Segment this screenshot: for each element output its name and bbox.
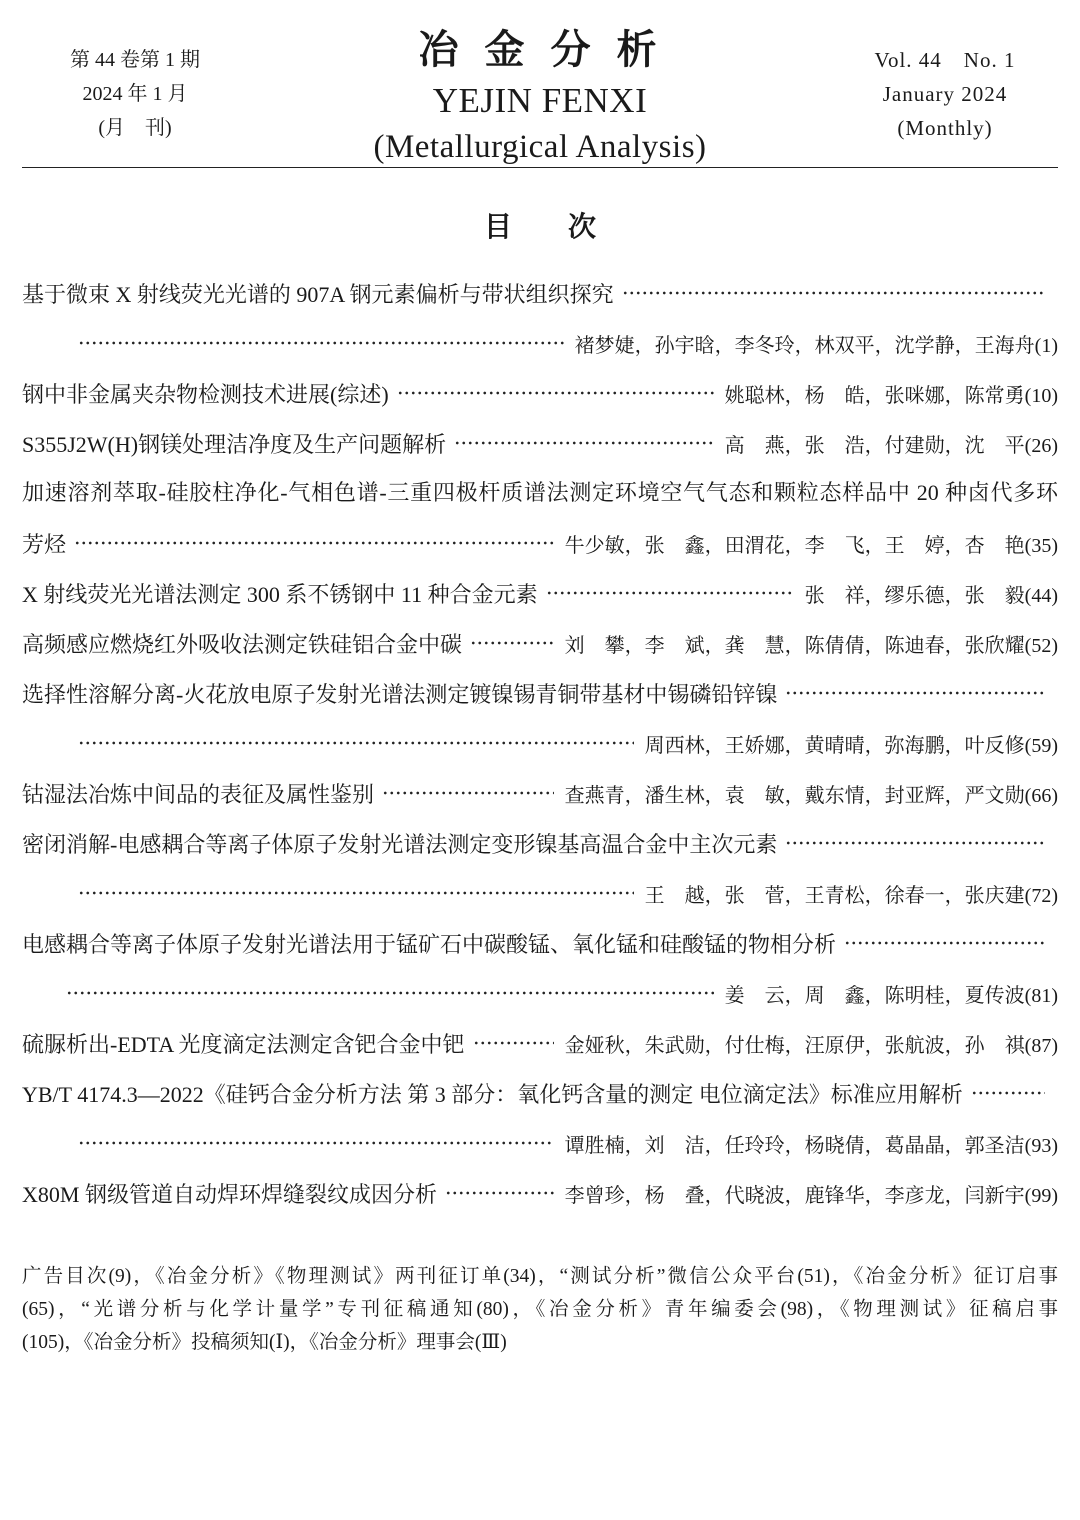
leader-dots — [785, 840, 1045, 846]
leader-dots — [66, 990, 714, 996]
toc-entry — [22, 768, 1058, 818]
journal-masthead — [290, 22, 790, 170]
leader-dots — [78, 340, 564, 346]
entry-title: S355J2W(H)钢镁处理洁净度及生产问题解析 — [22, 431, 447, 457]
entry-page: (59) — [1024, 734, 1058, 757]
entry-byline — [565, 1129, 1058, 1158]
entry-author-line — [22, 868, 1058, 918]
entry-page: (99) — [1024, 1184, 1058, 1207]
entry-title: 密闭消解-电感耦合等离子体原子发射光谱法测定变形镍基高温合金中主次元素 — [22, 831, 778, 857]
entry-authors: 李曾珍，杨 叠，代晓波，鹿锋华，李彦龙，闫新宇 — [564, 1184, 1025, 1207]
entry-page: (44) — [1024, 584, 1058, 607]
toc-entry — [22, 418, 1058, 468]
notes-line: (65)，“光谱分析与化学计量学”专刊征稿通知(80)，《冶金分析》青年编委会(98)，《物理测试》征稿启事 — [22, 1299, 1058, 1320]
leader-dots — [78, 740, 634, 746]
toc-entry — [22, 268, 1058, 368]
frequency-en: (Monthly) — [897, 116, 993, 140]
leader-dots — [622, 290, 1045, 296]
entry-page: (35) — [1024, 534, 1058, 557]
entry-author-line — [22, 968, 1058, 1018]
toc-entry — [22, 918, 1058, 1018]
notes-paragraph — [22, 1260, 1058, 1359]
entry-page: (10) — [1024, 384, 1058, 407]
toc-entry — [22, 818, 1058, 918]
frequency-cn: (月 刊) — [98, 117, 172, 139]
entry-page: (93) — [1024, 1134, 1058, 1157]
entry-authors: 姜 云，周 鑫，陈明桂，夏传波 — [724, 984, 1025, 1007]
toc-heading: 目 次 — [483, 212, 596, 243]
toc-entry — [22, 668, 1058, 768]
toc-entry — [22, 618, 1058, 668]
entry-authors: 王 越，张 菅，王青松，徐春一，张庆建 — [644, 884, 1025, 907]
entry-title: 选择性溶解分离-火花放电原子发射光谱法测定镀镍锡青铜带基材中锡磷铅锌镍 — [22, 681, 778, 707]
entry-title-continued: 芳烃 — [22, 531, 67, 557]
entry-authors: 牛少敏，张 鑫，田渭花，李 飞，王 婷，杏 艳 — [564, 534, 1025, 557]
leader-dots — [78, 1140, 554, 1146]
entry-byline — [805, 579, 1058, 608]
header-left-block — [15, 43, 255, 145]
header-divider — [22, 167, 1058, 168]
volume-issue-cn: 第 44 卷第 1 期 — [70, 49, 200, 71]
entry-title: 钴湿法冶炼中间品的表征及属性鉴别 — [22, 781, 375, 807]
volume-issue-en: Vol. 44 No. 1 — [874, 48, 1016, 72]
entry-page: (87) — [1024, 1034, 1058, 1057]
leader-dots — [785, 690, 1045, 696]
entry-title: X 射线荧光光谱法测定 300 系不锈钢中 11 种合金元素 — [22, 581, 538, 607]
entry-title: YB/T 4174.3—2022《硅钙合金分析方法 第 3 部分：氧化钙含量的测定 电位滴定法》标准应用解析 — [22, 1081, 963, 1107]
entry-byline — [725, 979, 1058, 1008]
entry-author-line — [22, 318, 1058, 368]
entry-title-line — [22, 918, 1058, 968]
date-en: January 2024 — [882, 82, 1008, 106]
entry-byline — [565, 529, 1058, 558]
entry-authors: 刘 攀，李 斌，龚 慧，陈倩倩，陈迪春，张欣耀 — [564, 634, 1025, 657]
leader-dots — [473, 1040, 554, 1046]
entry-byline — [565, 1029, 1058, 1058]
entry-page: (52) — [1024, 634, 1058, 657]
entry-byline — [725, 429, 1058, 458]
journal-title-cn: 冶 金 分 析 — [418, 27, 662, 72]
entry-title-line — [22, 668, 1058, 718]
leader-dots — [445, 1190, 554, 1196]
entry-title-line — [22, 1068, 1058, 1118]
entry-page: (66) — [1024, 784, 1058, 807]
leader-dots — [397, 390, 714, 396]
entry-byline — [645, 729, 1058, 758]
leader-dots — [971, 1090, 1045, 1096]
leader-dots — [844, 940, 1045, 946]
journal-title-en: (Metallurgical Analysis) — [373, 129, 707, 165]
toc-list — [22, 268, 1058, 1218]
toc-entry — [22, 1168, 1058, 1218]
entry-authors: 张 祥，缪乐德，张 毅 — [804, 584, 1025, 607]
entry-byline — [645, 879, 1058, 908]
toc-entry — [22, 368, 1058, 418]
leader-dots — [470, 640, 554, 646]
entry-byline — [725, 379, 1058, 408]
entry-byline — [565, 779, 1058, 808]
journal-title-pinyin: YEJIN FENXI — [432, 81, 648, 120]
entry-page: (72) — [1024, 884, 1058, 907]
entry-title: 钢中非金属夹杂物检测技术进展(综述) — [22, 381, 389, 407]
entry-title: 基于微束 X 射线荧光光谱的 907A 钢元素偏析与带状组织探究 — [22, 281, 614, 307]
entry-page: (81) — [1024, 984, 1058, 1007]
entry-authors: 褚梦婕，孙宇晗，李冬玲，林双平，沈学静，王海舟 — [574, 334, 1035, 357]
leader-dots — [454, 440, 714, 446]
date-cn: 2024 年 1 月 — [82, 83, 188, 105]
entry-byline — [565, 1179, 1058, 1208]
leader-dots — [78, 890, 634, 896]
notes-line: (105)，《冶金分析》投稿须知(Ⅰ)，《冶金分析》理事会(Ⅲ) — [22, 1332, 507, 1353]
toc-entry — [22, 468, 1058, 568]
leader-dots — [74, 540, 554, 546]
header-right-block — [825, 43, 1065, 145]
leader-dots — [546, 590, 794, 596]
entry-title: 硫脲析出-EDTA 光度滴定法测定含钯合金中钯 — [22, 1031, 465, 1057]
toc-entry — [22, 568, 1058, 618]
entry-page: (1) — [1034, 334, 1058, 357]
entry-authors: 高 燕，张 浩，付建勋，沈 平 — [724, 434, 1025, 457]
entry-byline — [565, 629, 1058, 658]
notes-line: 广告目次(9)，《冶金分析》《物理测试》两刊征订单(34)，“测试分析”微信公众平台(51)，《冶金分析》征订启事 — [22, 1266, 1058, 1287]
entry-authors: 周西林，王娇娜，黄晴晴，弥海鹏，叶反修 — [644, 734, 1025, 757]
toc-entry — [22, 1068, 1058, 1168]
entry-title: 电感耦合等离子体原子发射光谱法用于锰矿石中碳酸锰、氧化锰和硅酸锰的物相分析 — [22, 931, 837, 957]
entry-authors: 谭胜楠，刘 洁，任玲玲，杨晓倩，葛晶晶，郭圣洁 — [564, 1134, 1025, 1157]
entry-title-line-2 — [22, 518, 1058, 568]
entry-author-line — [22, 718, 1058, 768]
entry-title-line — [22, 268, 1058, 318]
entry-authors: 姚聪林，杨 皓，张咪娜，陈常勇 — [724, 384, 1025, 407]
entry-title: 高频感应燃烧红外吸收法测定铁硅铝合金中碳 — [22, 631, 463, 657]
entry-byline — [575, 329, 1058, 358]
toc-entry — [22, 1018, 1058, 1068]
leader-dots — [382, 790, 554, 796]
entry-author-line — [22, 1118, 1058, 1168]
entry-authors: 查燕青，潘生林，袁 敏，戴东情，封亚辉，严文勋 — [564, 784, 1025, 807]
entry-authors: 金娅秋，朱武勋，付仕梅，汪原伊，张航波，孙 祺 — [564, 1034, 1025, 1057]
entry-title-line — [22, 818, 1058, 868]
entry-title-line-1: 加速溶剂萃取-硅胶柱净化-气相色谱-三重四极杆质谱法测定环境空气气态和颗粒态样品中 20 种卤代多环 — [22, 480, 1058, 505]
entry-title: X80M 钢级管道自动焊环焊缝裂纹成因分析 — [22, 1181, 437, 1207]
entry-page: (26) — [1024, 434, 1058, 457]
